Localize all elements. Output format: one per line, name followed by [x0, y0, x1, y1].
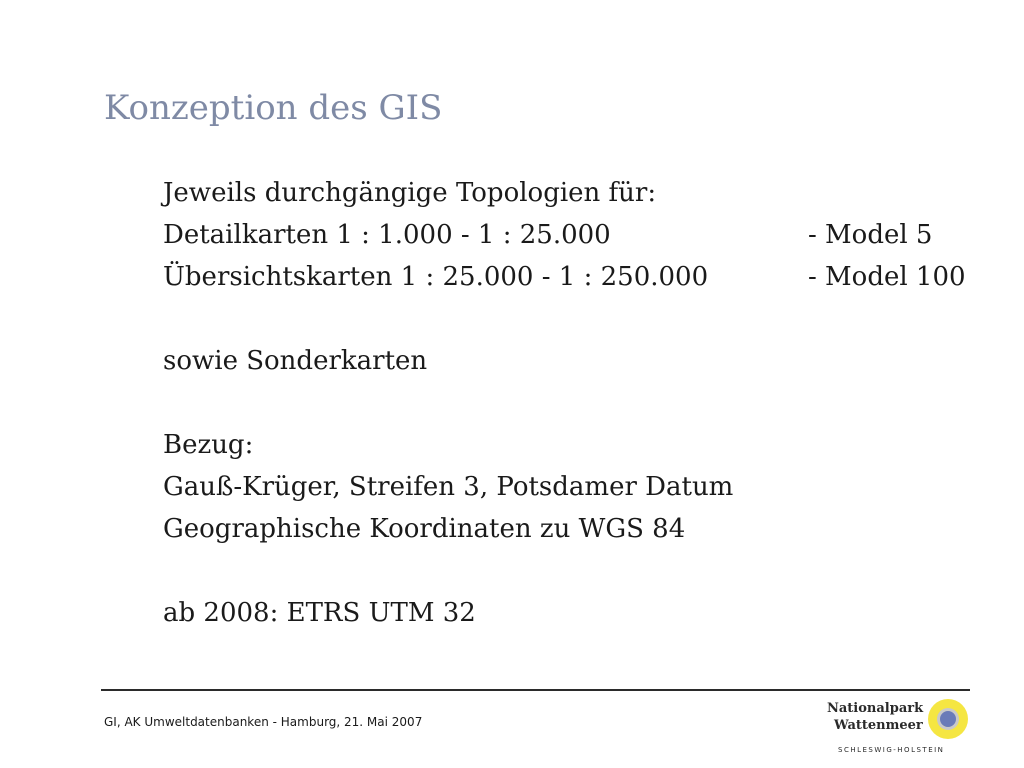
logo-text-nationalpark: Nationalpark	[827, 701, 924, 716]
slide-title: Konzeption des GIS	[104, 88, 443, 128]
body-line-gauss-krueger: Gauß-Krüger, Streifen 3, Potsdamer Datum	[163, 472, 734, 502]
nationalpark-logo	[820, 698, 980, 760]
uebersichtskarten-model: - Model 100	[808, 262, 966, 292]
body-line-bezug: Bezug:	[163, 430, 254, 460]
detailkarten-scale: Detailkarten 1 : 1.000 - 1 : 25.000	[163, 220, 611, 250]
body-spacer	[163, 298, 733, 340]
logo-text-wattenmeer: Wattenmeer	[834, 718, 923, 733]
body-spacer	[163, 550, 733, 592]
footer-text: GI, AK Umweltdatenbanken - Hamburg, 21. Mai 2007	[104, 715, 423, 729]
uebersichtskarten-scale: Übersichtskarten 1 : 25.000 - 1 : 250.000	[163, 262, 709, 292]
body-line-detailkarten	[163, 214, 933, 256]
slide-body	[163, 172, 966, 634]
detailkarten-model: - Model 5	[808, 220, 933, 250]
logo-text-region: SCHLESWIG-HOLSTEIN	[838, 746, 945, 754]
footer-divider	[101, 689, 970, 691]
body-line-etrs: ab 2008: ETRS UTM 32	[163, 598, 476, 628]
body-spacer	[163, 382, 733, 424]
body-line-sonderkarten: sowie Sonderkarten	[163, 346, 428, 376]
body-line-wgs84: Geographische Koordinaten zu WGS 84	[163, 514, 686, 544]
body-line-uebersichtskarten	[163, 256, 966, 298]
sun-icon	[927, 698, 969, 740]
body-line-topologies: Jeweils durchgängige Topologien für:	[163, 178, 657, 208]
